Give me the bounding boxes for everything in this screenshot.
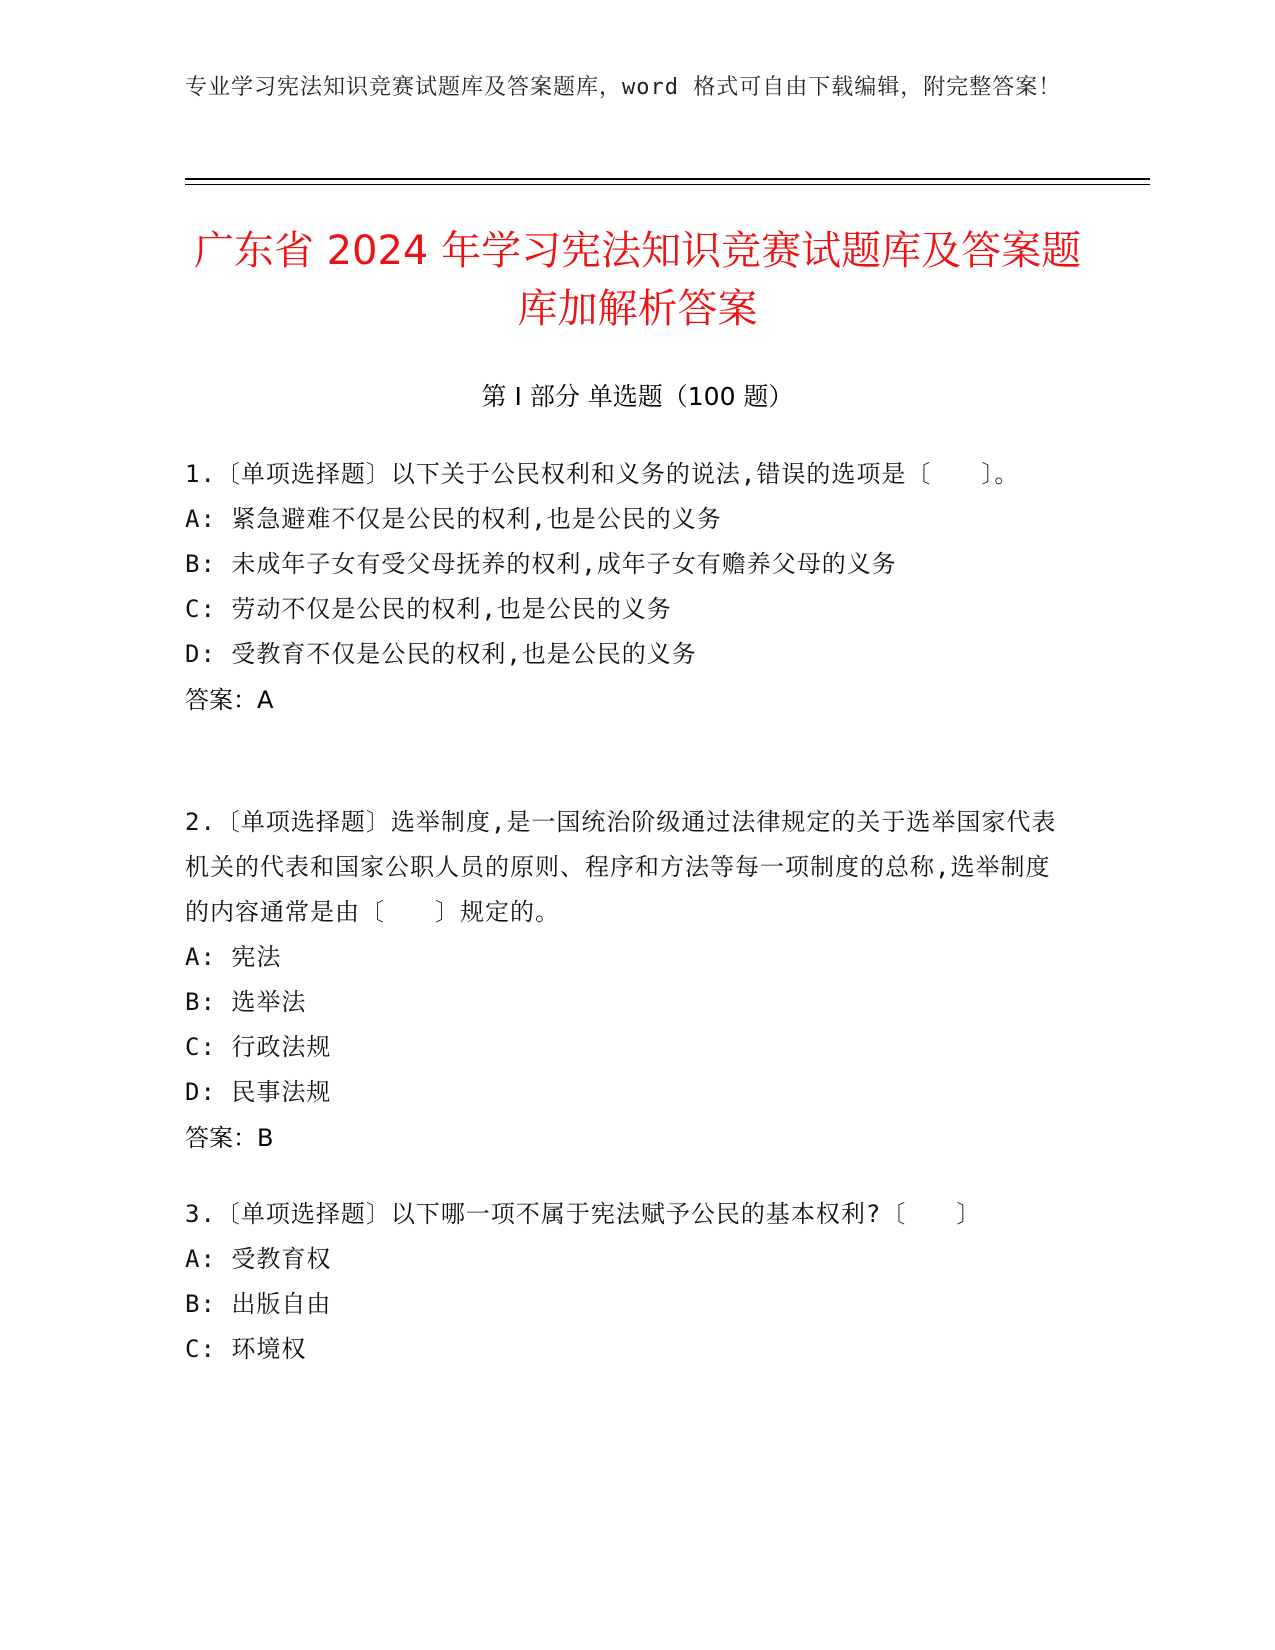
question-3 [185, 1192, 1065, 1372]
header-rule-thin [185, 184, 1150, 185]
option-c: C: 行政法规 [185, 1033, 332, 1061]
option-b: B: 出版自由 [185, 1290, 332, 1318]
question-text: 1.〔单项选择题〕以下关于公民权利和义务的说法,错误的选项是〔 〕。 [185, 460, 1020, 488]
question-text: 2.〔单项选择题〕选举制度,是一国统治阶级通过法律规定的关于选举国家代表机关的代表和国家公职人员的原则、程序和方法等每一项制度的总称,选举制度的内容通常是由〔 〕规定的。 [185, 808, 1057, 926]
header-note: 专业学习宪法知识竞赛试题库及答案题库，word 格式可自由下载编辑，附完整答案！ [185, 75, 1062, 100]
document-title: 广东省 2024 年学习宪法知识竞赛试题库及答案题库加解析答案 [193, 228, 1082, 332]
option-a: A: 受教育权 [185, 1245, 332, 1273]
option-d: D: 受教育不仅是公民的权利,也是公民的义务 [185, 640, 697, 668]
option-b: B: 选举法 [185, 988, 307, 1016]
option-c: C: 环境权 [185, 1335, 307, 1363]
question-text: 3.〔单项选择题〕以下哪一项不属于宪法赋予公民的基本权利?〔 〕 [185, 1200, 982, 1228]
question-1 [185, 452, 1065, 723]
option-b: B: 未成年子女有受父母抚养的权利,成年子女有赡养父母的义务 [185, 550, 897, 578]
option-c: C: 劳动不仅是公民的权利,也是公民的义务 [185, 595, 672, 623]
option-a: A: 紧急避难不仅是公民的权利,也是公民的义务 [185, 505, 722, 533]
answer: 答案：B [185, 1124, 274, 1152]
option-a: A: 宪法 [185, 943, 282, 971]
header-rule-thick [185, 178, 1150, 180]
option-d: D: 民事法规 [185, 1078, 332, 1106]
section-heading: 第 I 部分 单选题（100 题） [481, 382, 794, 411]
question-2 [185, 800, 1065, 1161]
answer: 答案：A [185, 686, 274, 714]
